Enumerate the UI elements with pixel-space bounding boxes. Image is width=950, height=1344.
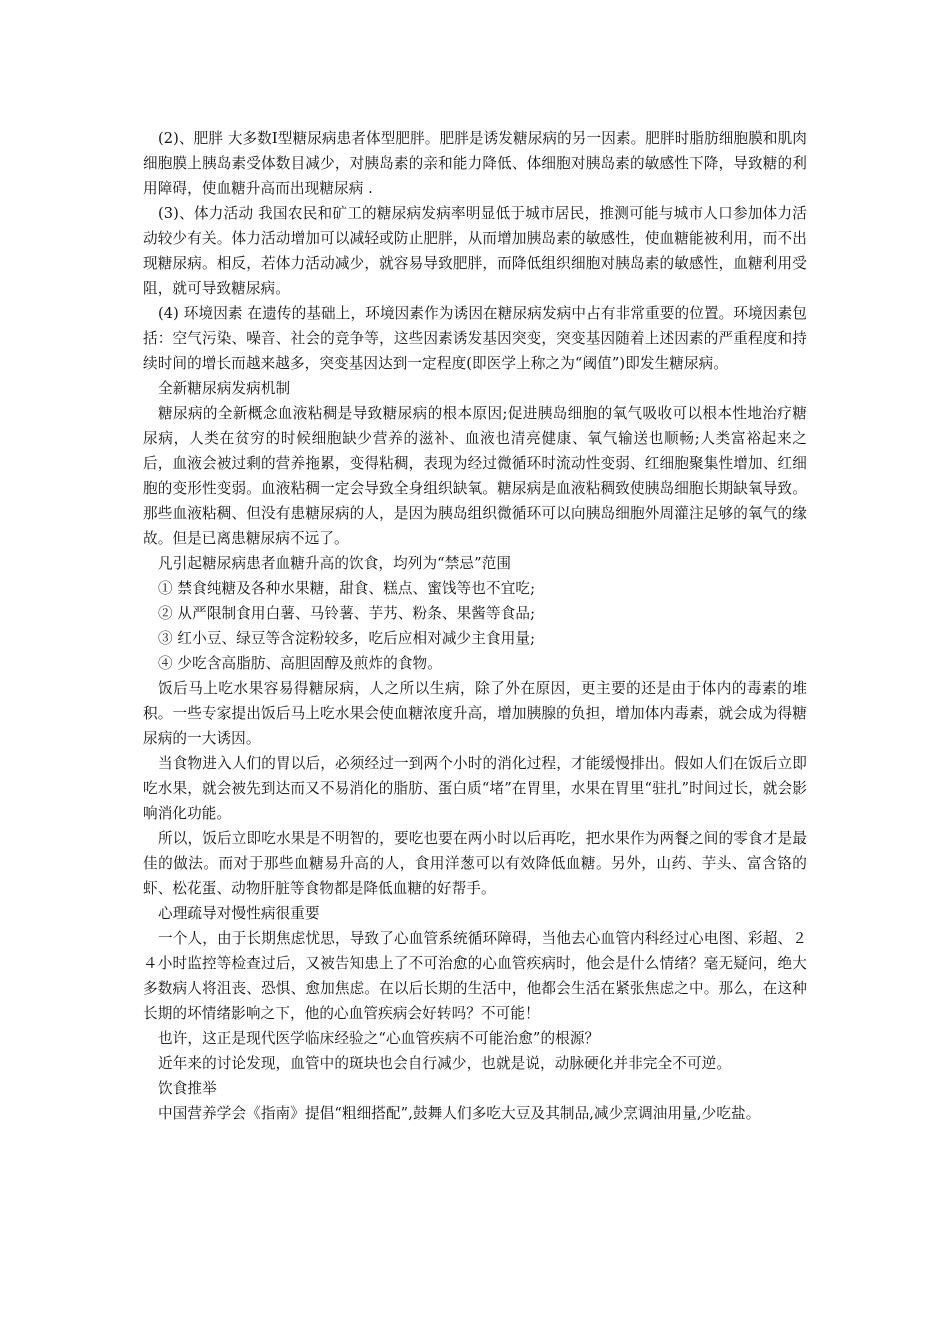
- paragraph-anxiety: 一个人，由于长期焦虑忧思，导致了心血管系统循环障碍，当他去心血管内科经过心电图、彩超、２４小时监控等检查过后，又被告知患上了不可治愈的心血管疾病时，他会是什么情绪？毫无疑问，绝大多数病人将沮丧、恐惧、愈加焦虑。在以后长期的生活中，他都会生活在紧张焦虑之中。那么，在这种长期的坏情绪影响之下，他的心血管疾病会好转吗？不可能！: [143, 930, 807, 1022]
- paragraph-root-cause: 也许，这正是现代医学临床经验之“心血管疾病不可能治愈”的根源？: [158, 1030, 600, 1047]
- paragraph-fruit-timing: 所以，饭后立即吃水果是不明智的，要吃也要在两小时以后再吃，把水果作为两餐之间的零食才是最佳的做法。而对于那些血糖易升高的人，食用洋葱可以有效降低血糖。另外，山药、芋头、富含铬的虾、松花蛋、动物肝脏等食物都是降低血糖的好帮手。: [143, 830, 807, 897]
- heading-psychology: 心理疏导对慢性病很重要: [158, 905, 320, 922]
- paragraph-digestion: 当食物进入人们的胃以后，必须经过一到两个小时的消化过程，才能缓慢排出。假如人们在饭后立即吃水果，就会被先到达而又不易消化的脂肪、蛋白质“堵”在胃里，水果在胃里“驻扎”时间过长，就会影响消化功能。: [143, 755, 807, 822]
- paragraph-guideline: 中国营养学会《指南》提倡“粗细搭配”,鼓舞人们多吃大豆及其制品,减少烹调油用量,少吃盐。: [158, 1105, 761, 1122]
- document-page: [143, 126, 807, 1126]
- paragraph-obesity: (2)、肥胖 大多数Ⅰ型糖尿病患者体型肥胖。肥胖是诱发糖尿病的另一因素。肥胖时脂肪细胞膜和肌肉细胞膜上胰岛素受体数目减少，对胰岛素的亲和能力降低、体细胞对胰岛素的敏感性下降，导致糖的利用障碍，使血糖升高而出现糖尿病 .: [143, 130, 807, 197]
- list-item-taboo-1: ① 禁食纯糖及各种水果糖，甜食、糕点、蜜饯等也不宜吃;: [158, 580, 536, 597]
- heading-diet-recommend: 饮食推举: [158, 1080, 217, 1097]
- paragraph-blood-viscosity: 糖尿病的全新概念血液粘稠是导致糖尿病的根本原因;促进胰岛细胞的氧气吸收可以根本性地治疗糖尿病，人类在贫穷的时候细胞缺少营养的滋补、血液也清亮健康、氧气输送也顺畅;人类富裕起来之后，血液会被过剩的营养拖累，变得粘稠，表现为经过微循环时流动性变弱、红细胞聚集性增加、红细胞的变形性变弱。血液粘稠一定会导致全身组织缺氧。糖尿病是血液粘稠致使胰岛细胞长期缺氧导致。那些血液粘稠、但没有患糖尿病的人，是因为胰岛组织微循环可以向胰岛细胞外周灌注足够的氧气的缘故。但是已离患糖尿病不远了。: [143, 405, 807, 547]
- heading-mechanism: 全新糖尿病发病机制: [158, 380, 291, 397]
- heading-diet-taboo: 凡引起糖尿病患者血糖升高的饮食，均列为“禁忌”范围: [158, 555, 512, 572]
- list-item-taboo-3: ③ 红小豆、绿豆等含淀粉较多，吃后应相对减少主食用量;: [158, 630, 536, 647]
- paragraph-environment: (4) 环境因素 在遗传的基础上，环境因素作为诱因在糖尿病发病中占有非常重要的位置。环境因素包括：空气污染、噪音、社会的竞争等，这些因素诱发基因突变，突变基因随着上述因素的严重程度和持续时间的增长而越来越多，突变基因达到一定程度(即医学上称之为“阈值”)即发生糖尿病。: [143, 305, 807, 372]
- list-item-taboo-4: ④ 少吃含高脂肪、高胆固醇及煎炸的食物。: [158, 655, 442, 672]
- paragraph-plaque: 近年来的讨论发现，血管中的斑块也会自行减少，也就是说，动脉硬化并非完全不可逆。: [158, 1055, 732, 1072]
- paragraph-fruit-after-meal: 饭后马上吃水果容易得糖尿病，人之所以生病，除了外在原因，更主要的还是由于体内的毒素的堆积。一些专家提出饭后马上吃水果会使血糖浓度升高，增加胰腺的负担，增加体内毒素，就会成为得糖尿病的一大诱因。: [143, 680, 807, 747]
- paragraph-physical-activity: (3)、体力活动 我国农民和矿工的糖尿病发病率明显低于城市居民，推测可能与城市人口参加体力活动较少有关。体力活动增加可以减轻或防止肥胖，从而增加胰岛素的敏感性，使血糖能被利用，而不出现糖尿病。相反，若体力活动减少，就容易导致肥胖，而降低组织细胞对胰岛素的敏感性，血糖利用受阻，就可导致糖尿病。: [143, 205, 807, 297]
- list-item-taboo-2: ② 从严限制食用白薯、马铃薯、芋艿、粉条、果酱等食品;: [158, 605, 536, 622]
